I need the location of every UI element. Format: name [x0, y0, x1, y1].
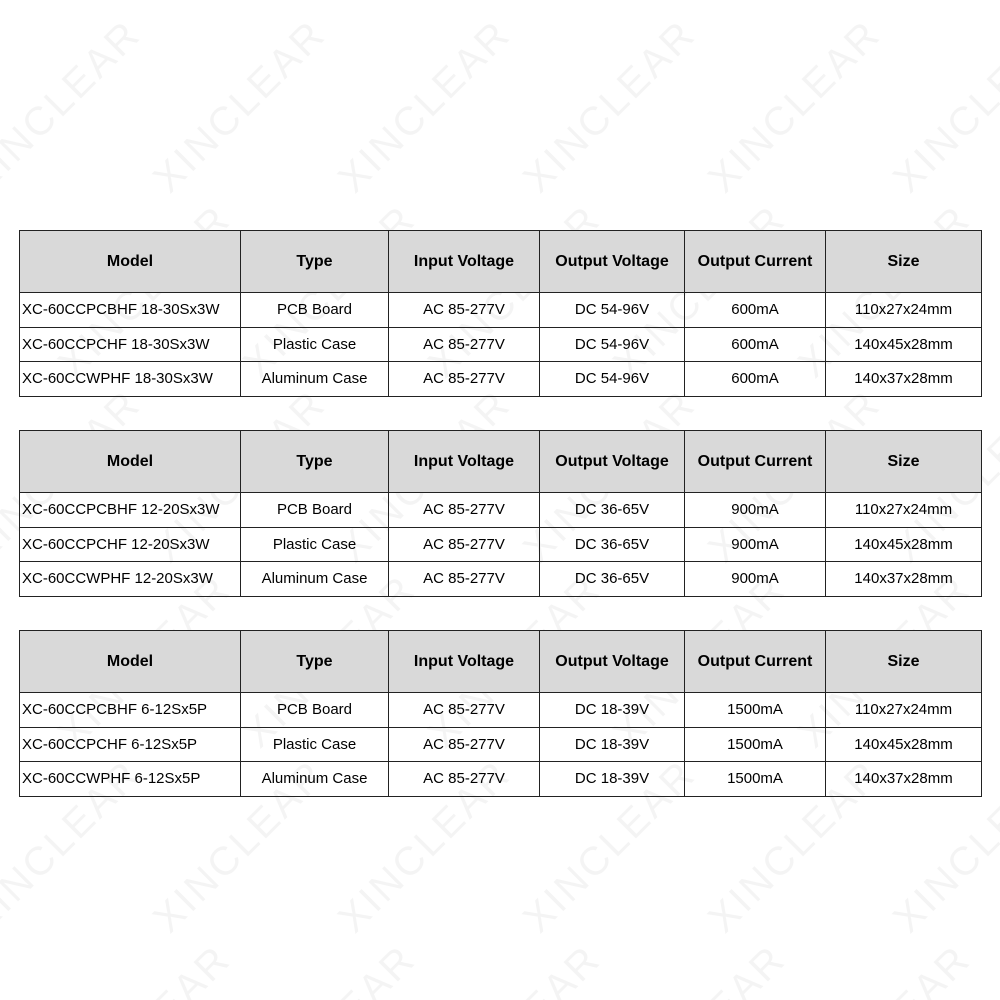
column-header-model: Model [20, 431, 241, 493]
table-row [20, 562, 982, 597]
watermark-text [605, 937, 795, 1000]
cell-type: Plastic Case [241, 327, 389, 362]
cell-input-voltage: AC 85-277V [389, 693, 540, 728]
cell-output-current: 600mA [685, 362, 826, 397]
cell-input-voltage: AC 85-277V [389, 362, 540, 397]
cell-output-voltage: DC 54-96V [540, 327, 685, 362]
column-header-input-voltage: Input Voltage [389, 231, 540, 293]
cell-type: PCB Board [241, 493, 389, 528]
cell-type: Plastic Case [241, 527, 389, 562]
table-body [20, 693, 982, 797]
watermark-text [145, 12, 335, 202]
cell-size: 110x27x24mm [826, 493, 982, 528]
watermark-text [0, 12, 150, 202]
table-header [20, 231, 982, 293]
cell-output-voltage: DC 36-65V [540, 562, 685, 597]
watermark-text [235, 937, 425, 1000]
cell-input-voltage: AC 85-277V [389, 762, 540, 797]
cell-size: 140x45x28mm [826, 727, 982, 762]
cell-output-voltage: DC 18-39V [540, 727, 685, 762]
cell-model: XC-60CCWPHF 18-30Sx3W [20, 362, 241, 397]
cell-input-voltage: AC 85-277V [389, 562, 540, 597]
cell-output-current: 1500mA [685, 693, 826, 728]
cell-type: Plastic Case [241, 727, 389, 762]
cell-output-current: 600mA [685, 327, 826, 362]
cell-model: XC-60CCPCHF 6-12Sx5P [20, 727, 241, 762]
cell-output-current: 900mA [685, 527, 826, 562]
column-header-size: Size [826, 631, 982, 693]
column-header-size: Size [826, 431, 982, 493]
watermark-text [330, 12, 520, 202]
cell-type: PCB Board [241, 693, 389, 728]
cell-type: PCB Board [241, 293, 389, 328]
cell-output-voltage: DC 36-65V [540, 493, 685, 528]
cell-model: XC-60CCWPHF 6-12Sx5P [20, 762, 241, 797]
cell-model: XC-60CCPCBHF 18-30Sx3W [20, 293, 241, 328]
spec-table [19, 430, 982, 597]
column-header-input-voltage: Input Voltage [389, 631, 540, 693]
cell-size: 140x37x28mm [826, 562, 982, 597]
column-header-output-current: Output Current [685, 231, 826, 293]
column-header-type: Type [241, 431, 389, 493]
cell-size: 140x37x28mm [826, 362, 982, 397]
column-header-output-voltage: Output Voltage [540, 231, 685, 293]
cell-output-current: 1500mA [685, 727, 826, 762]
column-header-output-voltage: Output Voltage [540, 631, 685, 693]
table-row [20, 693, 982, 728]
column-header-type: Type [241, 631, 389, 693]
header-row [20, 631, 982, 693]
table-row [20, 327, 982, 362]
cell-size: 140x45x28mm [826, 527, 982, 562]
watermark-text [885, 12, 1000, 202]
column-header-output-current: Output Current [685, 631, 826, 693]
column-header-type: Type [241, 231, 389, 293]
table-row [20, 493, 982, 528]
cell-output-voltage: DC 54-96V [540, 362, 685, 397]
cell-model: XC-60CCPCBHF 6-12Sx5P [20, 693, 241, 728]
header-row [20, 231, 982, 293]
cell-output-voltage: DC 18-39V [540, 762, 685, 797]
watermark-text [420, 937, 610, 1000]
table-row [20, 293, 982, 328]
column-header-output-voltage: Output Voltage [540, 431, 685, 493]
table-header [20, 631, 982, 693]
cell-input-voltage: AC 85-277V [389, 293, 540, 328]
cell-model: XC-60CCPCHF 12-20Sx3W [20, 527, 241, 562]
cell-output-voltage: DC 54-96V [540, 293, 685, 328]
table-row [20, 727, 982, 762]
cell-input-voltage: AC 85-277V [389, 493, 540, 528]
cell-size: 110x27x24mm [826, 293, 982, 328]
cell-input-voltage: AC 85-277V [389, 527, 540, 562]
table-row [20, 527, 982, 562]
spec-table [19, 630, 982, 797]
watermark-text [790, 937, 980, 1000]
cell-output-current: 600mA [685, 293, 826, 328]
watermark-text [50, 937, 240, 1000]
column-header-output-current: Output Current [685, 431, 826, 493]
column-header-size: Size [826, 231, 982, 293]
cell-model: XC-60CCWPHF 12-20Sx3W [20, 562, 241, 597]
cell-model: XC-60CCPCHF 18-30Sx3W [20, 327, 241, 362]
cell-output-voltage: DC 36-65V [540, 527, 685, 562]
table-row [20, 362, 982, 397]
table-row [20, 762, 982, 797]
column-header-model: Model [20, 231, 241, 293]
table-header [20, 431, 982, 493]
cell-type: Aluminum Case [241, 562, 389, 597]
table-body [20, 293, 982, 397]
cell-output-voltage: DC 18-39V [540, 693, 685, 728]
column-header-input-voltage: Input Voltage [389, 431, 540, 493]
cell-output-current: 1500mA [685, 762, 826, 797]
cell-size: 110x27x24mm [826, 693, 982, 728]
cell-size: 140x37x28mm [826, 762, 982, 797]
cell-type: Aluminum Case [241, 362, 389, 397]
header-row [20, 431, 982, 493]
cell-output-current: 900mA [685, 493, 826, 528]
cell-input-voltage: AC 85-277V [389, 727, 540, 762]
cell-type: Aluminum Case [241, 762, 389, 797]
cell-input-voltage: AC 85-277V [389, 327, 540, 362]
watermark-text [515, 12, 705, 202]
column-header-model: Model [20, 631, 241, 693]
table-body [20, 493, 982, 597]
spec-table [19, 230, 982, 397]
cell-size: 140x45x28mm [826, 327, 982, 362]
cell-model: XC-60CCPCBHF 12-20Sx3W [20, 493, 241, 528]
cell-output-current: 900mA [685, 562, 826, 597]
watermark-text [700, 12, 890, 202]
